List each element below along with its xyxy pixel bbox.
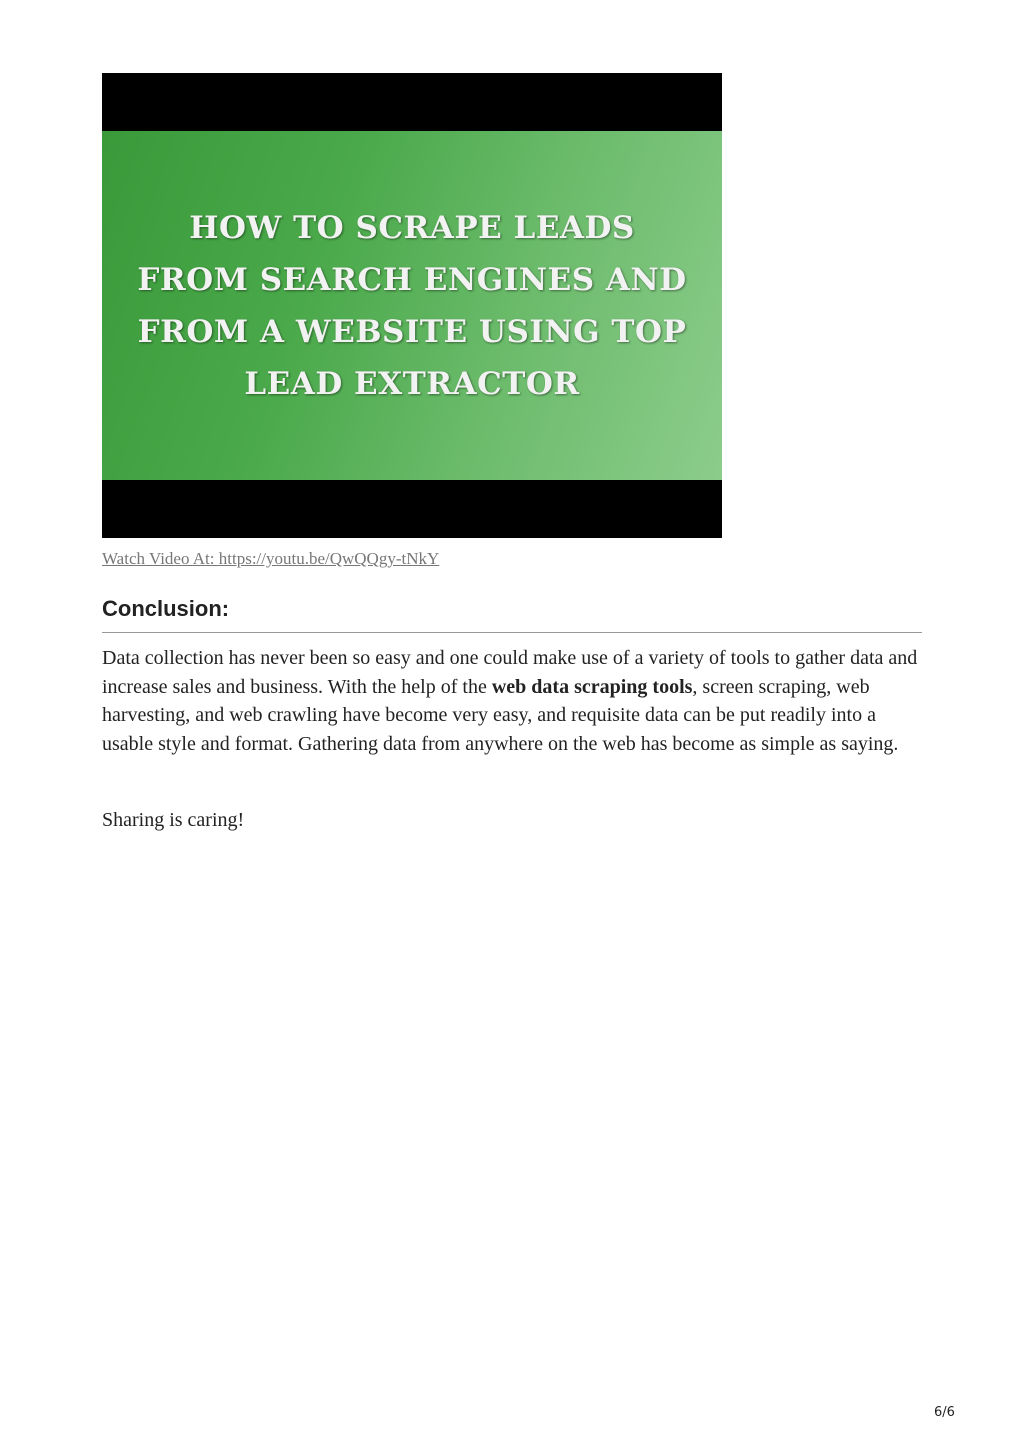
paragraph-text-end: , screen scraping, web harvesting, and web crawling have become very easy, and requisite data can be put readily into a usable style and format. Gathering data from anywhere on the web has become as simple as saying.: [102, 675, 899, 755]
sharing-text: Sharing is caring!: [102, 809, 245, 831]
paragraph-bold-term: web data scraping tools: [491, 675, 693, 698]
video-link[interactable]: Watch Video At: https://youtu.be/QwQQgy-tNkY: [102, 549, 440, 568]
conclusion-paragraph: [102, 644, 922, 758]
page-number: 6/6: [934, 1405, 955, 1420]
conclusion-heading: Conclusion:: [102, 596, 230, 621]
video-title: HOW TO SCRAPE LEADS FROM SEARCH ENGINES AND FROM A WEBSITE USING TOP LEAD EXTRACTOR: [137, 209, 687, 402]
video-title-card: [102, 131, 722, 480]
video-thumbnail[interactable]: [102, 73, 722, 538]
heading-divider: [102, 632, 922, 633]
paragraph-text-start: Data collection has never been so easy and one could make use of a variety of tools to gather data and increase sales and business. With the help of the: [102, 647, 918, 698]
